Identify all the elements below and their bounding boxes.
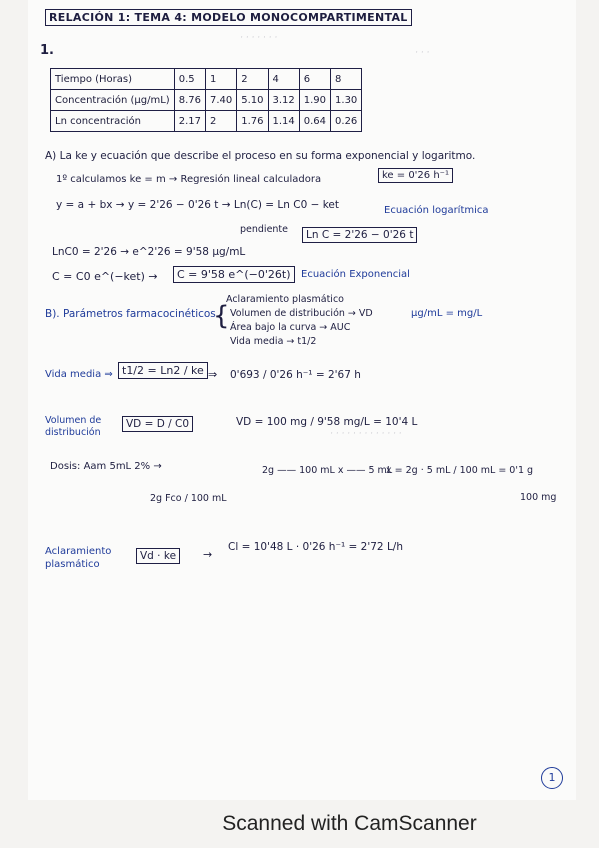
param-item: Área bajo la curva → AUC bbox=[230, 322, 351, 333]
exp-equation: C = 9'58 e^(−0'26t) bbox=[173, 266, 295, 283]
row-header: Concentración (μg/mL) bbox=[51, 90, 175, 111]
pendiente-note: pendiente bbox=[240, 224, 289, 235]
bleed-through-text: · · · · · · · · · · · · · bbox=[330, 429, 402, 439]
log-equation: Ln C = 2'26 − 0'26 t bbox=[302, 227, 417, 243]
dose-label: Dosis: Aam 5mL 2% → bbox=[50, 461, 162, 472]
units-note: μg/mL = mg/L bbox=[411, 308, 483, 319]
clearance-formula: Vd · ke bbox=[136, 548, 180, 564]
question-number: 1. bbox=[40, 43, 54, 58]
table-cell: 2 bbox=[205, 111, 236, 132]
table-cell: 1.14 bbox=[268, 111, 299, 132]
table-cell: 0.64 bbox=[299, 111, 330, 132]
table-row bbox=[51, 111, 362, 132]
volume-label: Volumen de distribución bbox=[45, 415, 102, 438]
log-equation-label: Ecuación logarítmica bbox=[384, 205, 489, 216]
exp-equation-label: Ecuación Exponencial bbox=[301, 269, 410, 280]
page-number: 1 bbox=[541, 767, 563, 789]
part-b-heading: B). Parámetros farmacocinéticos bbox=[45, 308, 216, 320]
param-item: Aclaramiento plasmático bbox=[226, 294, 344, 305]
table-row bbox=[51, 90, 362, 111]
arrow-icon: ⇒ bbox=[208, 368, 218, 381]
half-life-label: Vida media ⇒ bbox=[45, 369, 113, 380]
table-cell: 7.40 bbox=[205, 90, 236, 111]
table-cell: 1 bbox=[205, 69, 236, 90]
table-cell: 4 bbox=[268, 69, 299, 90]
brace: { bbox=[213, 301, 230, 331]
dose-result: 100 mg bbox=[520, 492, 557, 503]
lnc0-calc: LnC0 = 2'26 → e^2'26 = 9'58 μg/mL bbox=[52, 246, 246, 258]
dose-calc: x = 2g · 5 mL / 100 mL = 0'1 g bbox=[386, 465, 534, 476]
bleed-through-text: · · · bbox=[415, 48, 430, 58]
table-cell: 1.30 bbox=[331, 90, 362, 111]
arrow-icon: → bbox=[203, 548, 213, 561]
half-life-calc: 0'693 / 0'26 h⁻¹ = 2'67 h bbox=[230, 369, 361, 381]
page-title: RELACIÓN 1: TEMA 4: MODELO MONOCOMPARTIMENTAL bbox=[45, 9, 412, 26]
bleed-through-text: · · · · · · · bbox=[240, 33, 278, 43]
dose-conversion: 2g Fco / 100 mL bbox=[150, 493, 227, 504]
param-item: Volumen de distribución → VD bbox=[230, 308, 373, 319]
step-1: 1º calculamos ke = m → Regresión lineal calculadora bbox=[56, 174, 322, 185]
table-cell: 0.26 bbox=[331, 111, 362, 132]
scanner-watermark: Scanned with CamScanner bbox=[222, 812, 477, 835]
clearance-calc: Cl = 10'48 L · 0'26 h⁻¹ = 2'72 L/h bbox=[228, 541, 403, 553]
exp-general: C = C0 e^(−ket) → bbox=[52, 270, 158, 283]
data-table bbox=[50, 68, 362, 132]
volume-calc: VD = 100 mg / 9'58 mg/L = 10'4 L bbox=[236, 416, 418, 428]
table-cell: 1.76 bbox=[237, 111, 268, 132]
table-row bbox=[51, 69, 362, 90]
part-a-heading: A) La ke y ecuación que describe el proceso en su forma exponencial y logaritmo. bbox=[45, 150, 476, 162]
table-cell: 1.90 bbox=[299, 90, 330, 111]
half-life-formula: t1/2 = Ln2 / ke bbox=[118, 362, 208, 379]
table-cell: 8.76 bbox=[174, 90, 205, 111]
table-cell: 2.17 bbox=[174, 111, 205, 132]
table-cell: 3.12 bbox=[268, 90, 299, 111]
table-cell: 6 bbox=[299, 69, 330, 90]
dose-rule-of-three: 2g —— 100 mL x —— 5 mL bbox=[262, 465, 393, 476]
param-item: Vida media → t1/2 bbox=[230, 336, 317, 347]
table-cell: 2 bbox=[237, 69, 268, 90]
ke-result: ke = 0'26 h⁻¹ bbox=[378, 168, 453, 183]
table-cell: 8 bbox=[331, 69, 362, 90]
linear-regression: y = a + bx → y = 2'26 − 0'26 t → Ln(C) = Ln C0 − ket bbox=[56, 199, 340, 211]
row-header: Tiempo (Horas) bbox=[51, 69, 175, 90]
row-header: Ln concentración bbox=[51, 111, 175, 132]
table-cell: 5.10 bbox=[237, 90, 268, 111]
clearance-label: Aclaramiento plasmático bbox=[45, 546, 112, 570]
volume-formula: VD = D / C0 bbox=[122, 416, 193, 432]
table-cell: 0.5 bbox=[174, 69, 205, 90]
